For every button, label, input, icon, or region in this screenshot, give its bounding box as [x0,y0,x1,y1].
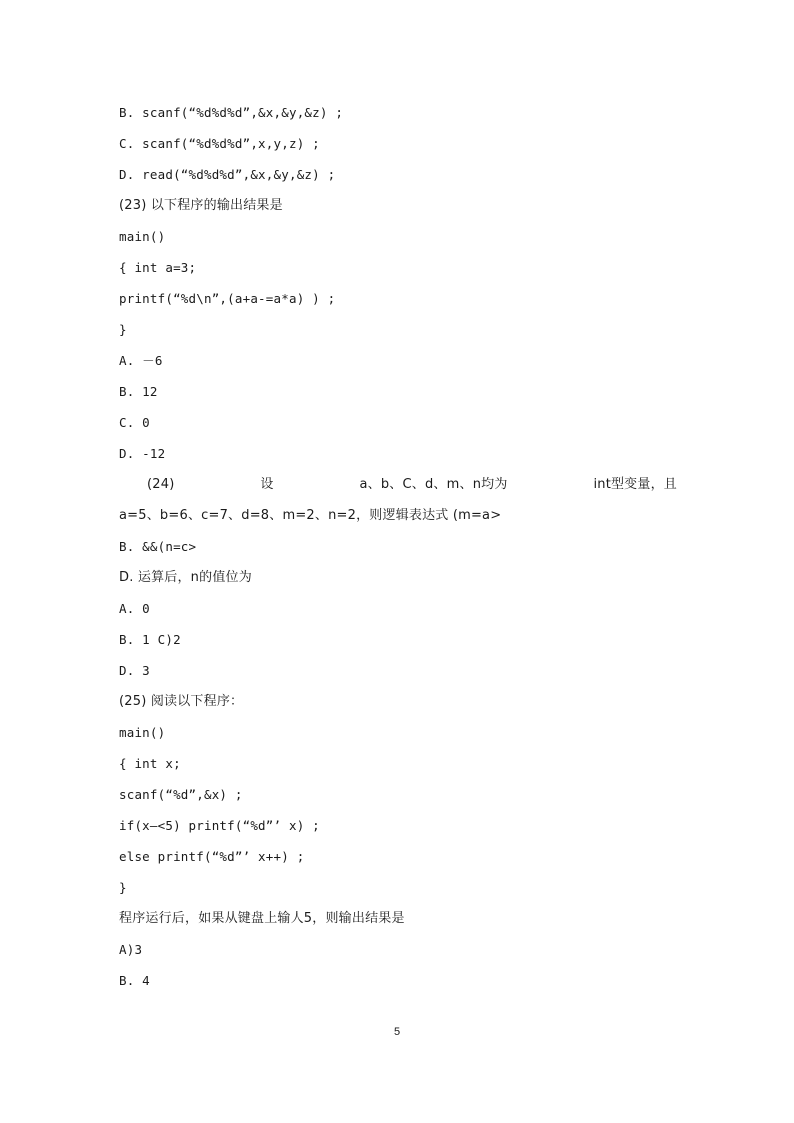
option-line: D. -12 [119,446,166,461]
question-text: a=5、b=6、c=7、d=8、m=2、n=2，则逻辑表达式 (m=a> [119,508,502,523]
code-line: else printf(“%d”’ x++) ; [119,849,305,864]
option-line: A)3 [119,942,143,957]
q24-text: a、b、C、d、m、n均为 [359,477,508,492]
option-line: B. 4 [119,973,150,988]
q24-text: 设 [260,477,274,492]
q24-number: (24) [147,477,175,492]
option-line: A. －6 [119,353,163,368]
question-25-heading: (25) 阅读以下程序： [119,694,244,709]
option-line: D. 3 [119,663,150,678]
question-text: D. 运算后，n的值位为 [119,570,252,585]
option-line: B. &&(n=c> [119,539,197,554]
option-line: D. read(“%d%d%d”,&x,&y,&z) ; [119,167,336,182]
option-line: B. scanf(“%d%d%d”,&x,&y,&z) ; [119,105,344,120]
option-line: B. 12 [119,384,158,399]
code-line: { int x; [119,756,181,771]
page-number: 5 [393,1026,401,1038]
option-line: C. scanf(“%d%d%d”,x,y,z) ; [119,136,320,151]
code-line: main() [119,229,166,244]
code-line: if(x—<5) printf(“%d”’ x) ; [119,818,320,833]
option-line: A. 0 [119,601,150,616]
code-line: { int a=3; [119,260,197,275]
code-line: main() [119,725,166,740]
question-text: 程序运行后，如果从键盘上输人5，则输出结果是 [119,911,405,926]
option-line: C. 0 [119,415,150,430]
code-line: printf(“%d\n”,(a+a-=a*a) ) ; [119,291,336,306]
option-line: B. 1 C)2 [119,632,181,647]
code-line: } [119,880,127,895]
code-line: } [119,322,127,337]
question-24-heading [119,475,677,506]
q24-text: int型变量，且 [593,477,677,492]
text-body [119,103,699,1002]
question-23-heading: (23) 以下程序的输出结果是 [119,198,283,213]
code-line: scanf(“%d”,&x) ; [119,787,243,802]
